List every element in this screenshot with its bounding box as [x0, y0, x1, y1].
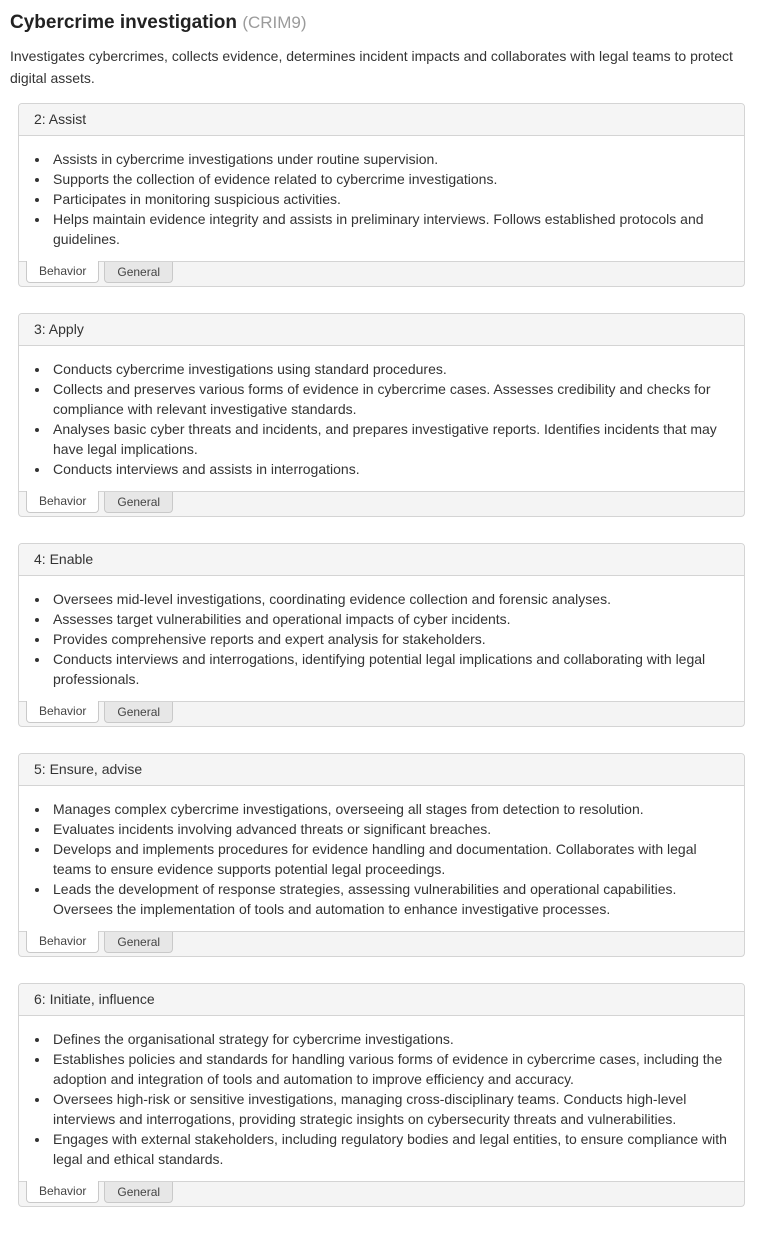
- behavior-item: • Defines the organisational strategy for cybercrime investigations.: [50, 1029, 730, 1049]
- level-card-6: [18, 983, 745, 1207]
- level-heading: 4: Enable: [19, 544, 744, 576]
- tab-behavior[interactable]: Behavior: [26, 261, 99, 283]
- tab-behavior[interactable]: Behavior: [26, 1181, 99, 1203]
- tab-general[interactable]: General: [104, 262, 173, 283]
- level-body: [19, 786, 744, 931]
- level-card-5: [18, 753, 745, 957]
- behavior-item: • Evaluates incidents involving advanced threats or significant breaches.: [50, 819, 730, 839]
- behavior-item: • Participates in monitoring suspicious activities.: [50, 189, 730, 209]
- skill-code: (CRIM9): [242, 13, 307, 32]
- behavior-item: • Conducts cybercrime investigations using standard procedures.: [50, 359, 730, 379]
- level-body: [19, 576, 744, 701]
- behavior-list: [33, 799, 730, 919]
- behavior-list: [33, 589, 730, 689]
- level-panel: [18, 103, 745, 262]
- behavior-item: • Assists in cybercrime investigations under routine supervision.: [50, 149, 730, 169]
- level-body: [19, 136, 744, 261]
- skill-description: Investigates cybercrimes, collects evidence, determines incident impacts and collaborates with legal teams to protect digital assets.: [10, 48, 733, 86]
- level-panel: [18, 983, 745, 1182]
- behavior-item: • Conducts interviews and assists in interrogations.: [50, 459, 730, 479]
- behavior-item: • Oversees mid-level investigations, coordinating evidence collection and forensic analyses.: [50, 589, 730, 609]
- behavior-item: • Assesses target vulnerabilities and operational impacts of cyber incidents.: [50, 609, 730, 629]
- behavior-item: • Collects and preserves various forms of evidence in cybercrime cases. Assesses credibility and checks for compliance with relevant investigative standards.: [50, 379, 730, 419]
- level-heading: 5: Ensure, advise: [19, 754, 744, 786]
- level-card-3: [18, 313, 745, 517]
- level-card-4: [18, 543, 745, 727]
- tab-behavior[interactable]: Behavior: [26, 701, 99, 723]
- tab-general[interactable]: General: [104, 702, 173, 723]
- page-title: [10, 11, 753, 35]
- behavior-item: • Manages complex cybercrime investigations, overseeing all stages from detection to resolution.: [50, 799, 730, 819]
- behavior-item: • Helps maintain evidence integrity and assists in preliminary interviews. Follows established protocols and guidelines.: [50, 209, 730, 249]
- behavior-item: • Develops and implements procedures for evidence handling and documentation. Collaborates with legal teams to ensure evidence supports potential legal proceedings.: [50, 839, 730, 879]
- behavior-item: • Supports the collection of evidence related to cybercrime investigations.: [50, 169, 730, 189]
- level-body: [19, 1016, 744, 1181]
- level-panel: [18, 313, 745, 492]
- tab-strip: [18, 932, 745, 957]
- behavior-list: [33, 1029, 730, 1169]
- behavior-list: [33, 359, 730, 479]
- behavior-item: • Conducts interviews and interrogations, identifying potential legal implications and collaborating with legal professionals.: [50, 649, 730, 689]
- tab-strip: [18, 262, 745, 287]
- tab-strip: [18, 492, 745, 517]
- behavior-list: [33, 149, 730, 249]
- skill-name: Cybercrime investigation: [10, 12, 238, 33]
- level-card-2: [18, 103, 745, 287]
- tab-behavior[interactable]: Behavior: [26, 491, 99, 513]
- behavior-item: • Leads the development of response strategies, assessing vulnerabilities and operational capabilities. Oversees the implementation of tools and automation to enhance investigative processes.: [50, 879, 730, 919]
- behavior-item: • Establishes policies and standards for handling various forms of evidence in cybercrime cases, including the adoption and integration of tools and automation to improve efficiency and accuracy.: [50, 1049, 730, 1089]
- behavior-item: • Analyses basic cyber threats and incidents, and prepares investigative reports. Identifies incidents that may have legal implications.: [50, 419, 730, 459]
- tab-strip: [18, 702, 745, 727]
- behavior-item: • Oversees high-risk or sensitive investigations, managing cross-disciplinary teams. Conducts high-level interviews and interrogations, providing strategic insights on cybersecurity threats and vulnerabilities.: [50, 1089, 730, 1129]
- level-panel: [18, 543, 745, 702]
- tab-general[interactable]: General: [104, 932, 173, 953]
- tab-strip: [18, 1182, 745, 1207]
- behavior-item: • Provides comprehensive reports and expert analysis for stakeholders.: [50, 629, 730, 649]
- level-body: [19, 346, 744, 491]
- behavior-item: • Engages with external stakeholders, including regulatory bodies and legal entities, to ensure compliance with legal and ethical standards.: [50, 1129, 730, 1169]
- level-panel: [18, 753, 745, 932]
- tab-general[interactable]: General: [104, 492, 173, 513]
- level-heading: 2: Assist: [19, 104, 744, 136]
- level-heading: 3: Apply: [19, 314, 744, 346]
- tab-general[interactable]: General: [104, 1182, 173, 1203]
- level-heading: 6: Initiate, influence: [19, 984, 744, 1016]
- tab-behavior[interactable]: Behavior: [26, 931, 99, 953]
